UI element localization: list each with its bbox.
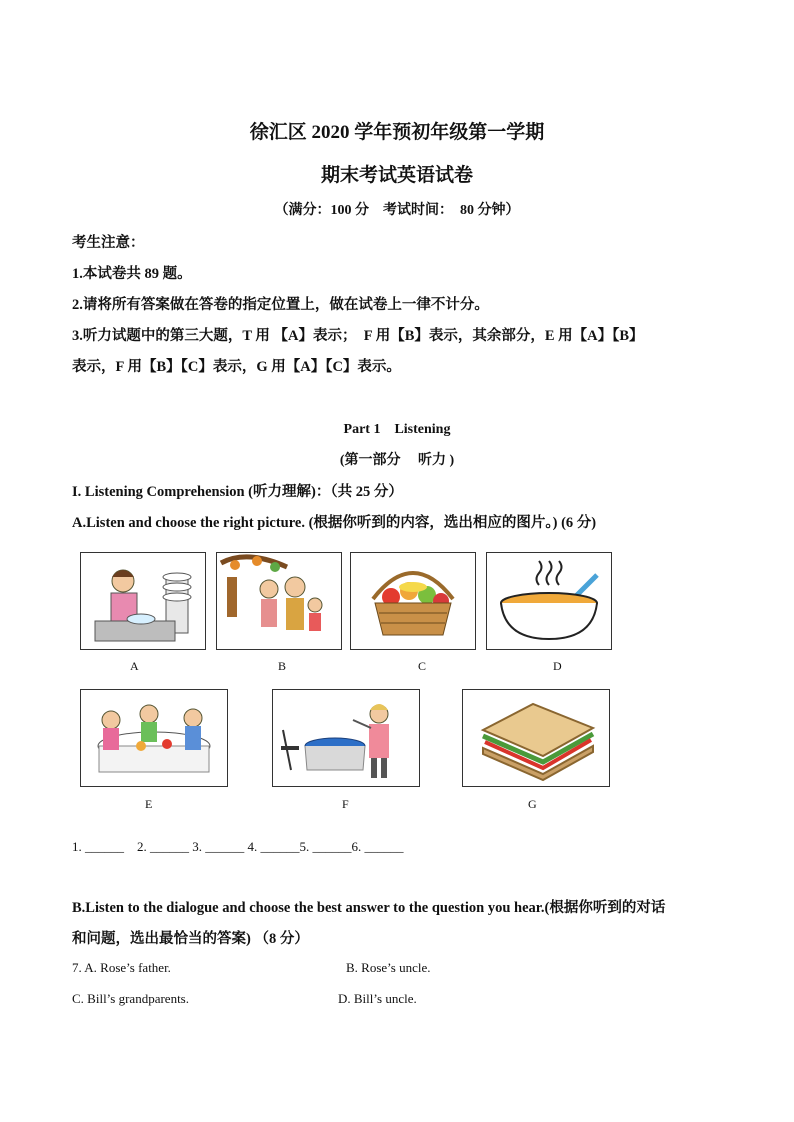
section-title: I. Listening Comprehension (听力理解)：（共 25 分） bbox=[72, 484, 403, 500]
picture-d-soup-bowl bbox=[486, 552, 612, 650]
picture-b-family-under-tree bbox=[216, 552, 342, 650]
section-b-instruction: B.Listen to the dialogue and choose the best answer to the question you hear.(根据你听到的对话 bbox=[72, 900, 666, 916]
picture-c-fruit-basket bbox=[350, 552, 476, 650]
note-item-3-cont: 表示，F 用【B】【C】表示，G 用【A】【C】表示。 bbox=[72, 359, 401, 375]
exam-meta: （满分：100 分 考试时间： 80 分钟） bbox=[274, 203, 520, 218]
note-item-3: 3.听力试题中的第三大题，T 用 【A】表示； F 用【B】表示，其余部分，E 用【A】【B】 bbox=[72, 328, 644, 344]
picture-label-f: F bbox=[342, 797, 349, 811]
exam-subtitle: 期末考试英语试卷 bbox=[320, 165, 473, 186]
picture-label-b: B bbox=[278, 659, 287, 673]
picture-label-c: C bbox=[418, 659, 427, 673]
picture-a-washing-dishes bbox=[80, 552, 206, 650]
q7-option-d: D. Bill’s uncle. bbox=[338, 991, 417, 1006]
picture-label-d: D bbox=[553, 659, 562, 673]
part-title: Part 1 Listening bbox=[343, 422, 451, 437]
picture-g-sandwich bbox=[462, 689, 610, 787]
picture-label-g: G bbox=[528, 797, 537, 811]
picture-label-a: A bbox=[130, 659, 139, 673]
q7-option-a: 7. A. Rose’s father. bbox=[72, 960, 171, 975]
section-a-instruction: A.Listen and choose the right picture. (根据你听到的内容，选出相应的图片。) (6 分) bbox=[72, 515, 597, 531]
picture-f-waitress-at-table bbox=[272, 689, 420, 787]
answer-blanks-1-6: 1. ______ 2. ______ 3. ______ 4. ______5. ______6. ______ bbox=[72, 839, 404, 854]
picture-label-e: E bbox=[145, 797, 153, 811]
section-b-instruction-cont: 和问题，选出最恰当的答案) （8 分） bbox=[72, 931, 309, 947]
note-item-2: 2.请将所有答案做在答卷的指定位置上，做在试卷上一律不计分。 bbox=[72, 297, 489, 313]
exam-title: 徐汇区 2020 学年预初年级第一学期 bbox=[249, 122, 545, 143]
note-item-1: 1.本试卷共 89 题。 bbox=[72, 266, 192, 282]
notes-heading: 考生注意： bbox=[72, 235, 145, 251]
part-subtitle: (第一部分 听力 ) bbox=[339, 453, 455, 468]
q7-option-b: B. Rose’s uncle. bbox=[346, 960, 431, 975]
picture-e-family-dinner bbox=[80, 689, 228, 787]
q7-option-c: C. Bill’s grandparents. bbox=[72, 991, 189, 1006]
